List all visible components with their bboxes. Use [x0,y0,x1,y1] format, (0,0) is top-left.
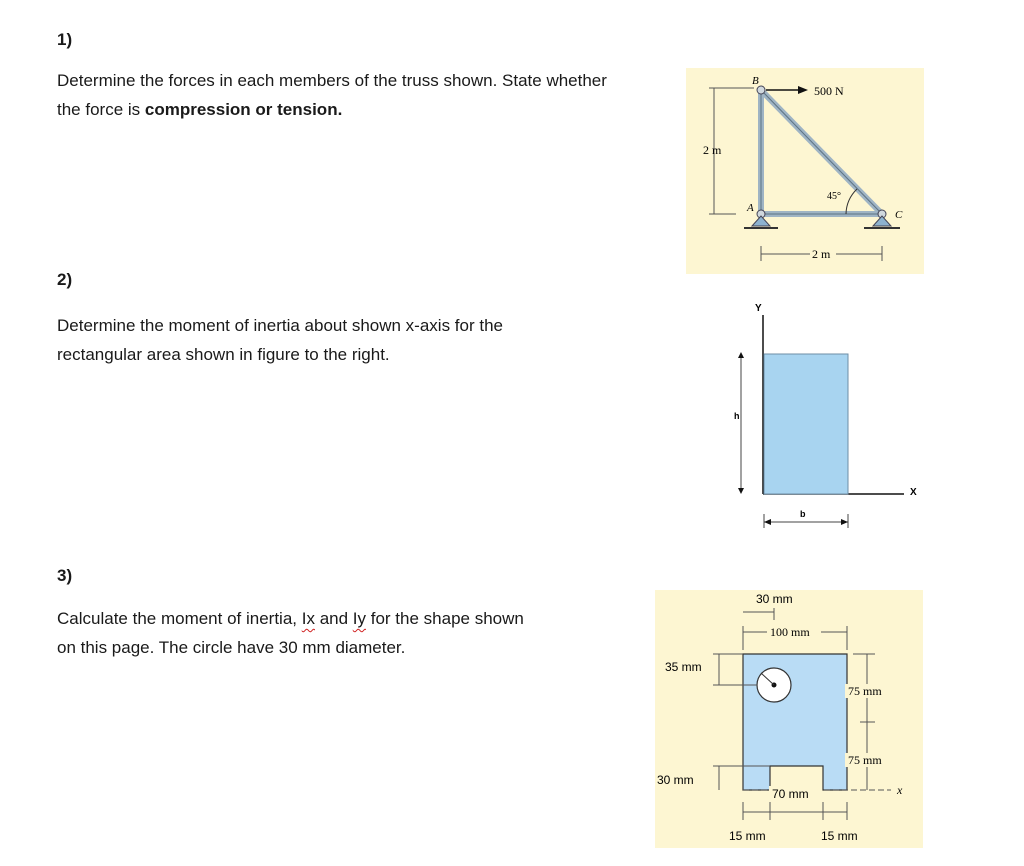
width-label: 2 m [812,247,831,261]
dim-30mm-top: 30 mm [756,592,793,606]
dim-100mm: 100 mm [770,625,810,639]
y-axis-label: Y [755,303,762,314]
pin-b [757,86,765,94]
dim-70mm: 70 mm [772,787,809,801]
composite-shape-figure [655,590,923,848]
load-arrow-head [798,86,808,94]
b-arrow-right [841,519,848,525]
question-3-line-1-c: for the shape shown [366,609,524,628]
x-axis-label: x [897,783,903,797]
iy-symbol: Iy [352,609,367,628]
angle-label: 45° [827,191,841,202]
question-1-bold-phrase: compression or tension. [144,100,343,119]
question-1-text [57,66,677,124]
composite-shape-body [743,654,847,790]
support-a [752,216,770,226]
composite-shape-diagram [655,590,923,848]
dim-75mm-upper: 75 mm [848,684,882,698]
question-1-line-1: Determine the forces in each members of the truss shown. State whether [57,71,607,90]
node-a-label: A [747,202,754,214]
node-b-label: B [752,75,759,87]
question-3-number: 3) [57,566,73,585]
question-2-number: 2) [57,270,73,289]
dim-15mm-right: 15 mm [821,829,858,843]
b-arrow-left [764,519,771,525]
shaded-rectangle [764,354,848,494]
ix-symbol: Ix [301,609,315,628]
node-c-label: C [895,209,903,221]
question-3-line-1-a: Calculate the moment of inertia, [57,609,302,628]
question-3-line-1 [57,604,637,633]
height-label: 2 m [703,143,722,157]
question-2-text [57,311,617,369]
support-c [873,216,891,226]
dim-35mm: 35 mm [665,660,702,674]
b-label: b [800,509,806,519]
h-arrow-bottom [738,488,744,494]
question-1-line-2-prefix: the force is [57,100,145,119]
truss-diagram [686,68,924,274]
question-3-text [57,604,637,662]
dim-15mm-left: 15 mm [729,829,766,843]
x-axis-label: X [910,487,917,498]
question-1-line-2 [57,95,677,124]
angle-arc [846,189,857,214]
question-3-line-2: on this page. The circle have 30 mm diameter. [57,638,406,657]
load-label: 500 N [814,84,844,98]
h-label: h [734,411,740,421]
dim-75mm-lower: 75 mm [848,753,882,767]
question-2-line-1: Determine the moment of inertia about shown x-axis for the [57,316,503,335]
member-bc-edge [761,90,882,214]
rectangle-figure [726,295,926,537]
dim-30mm-left: 30 mm [657,773,694,787]
h-arrow-top [738,352,744,358]
question-3-line-1-b: and [314,609,353,628]
question-1-number: 1) [57,30,73,49]
question-2-line-2: rectangular area shown in figure to the right. [57,345,390,364]
truss-figure [686,68,924,274]
